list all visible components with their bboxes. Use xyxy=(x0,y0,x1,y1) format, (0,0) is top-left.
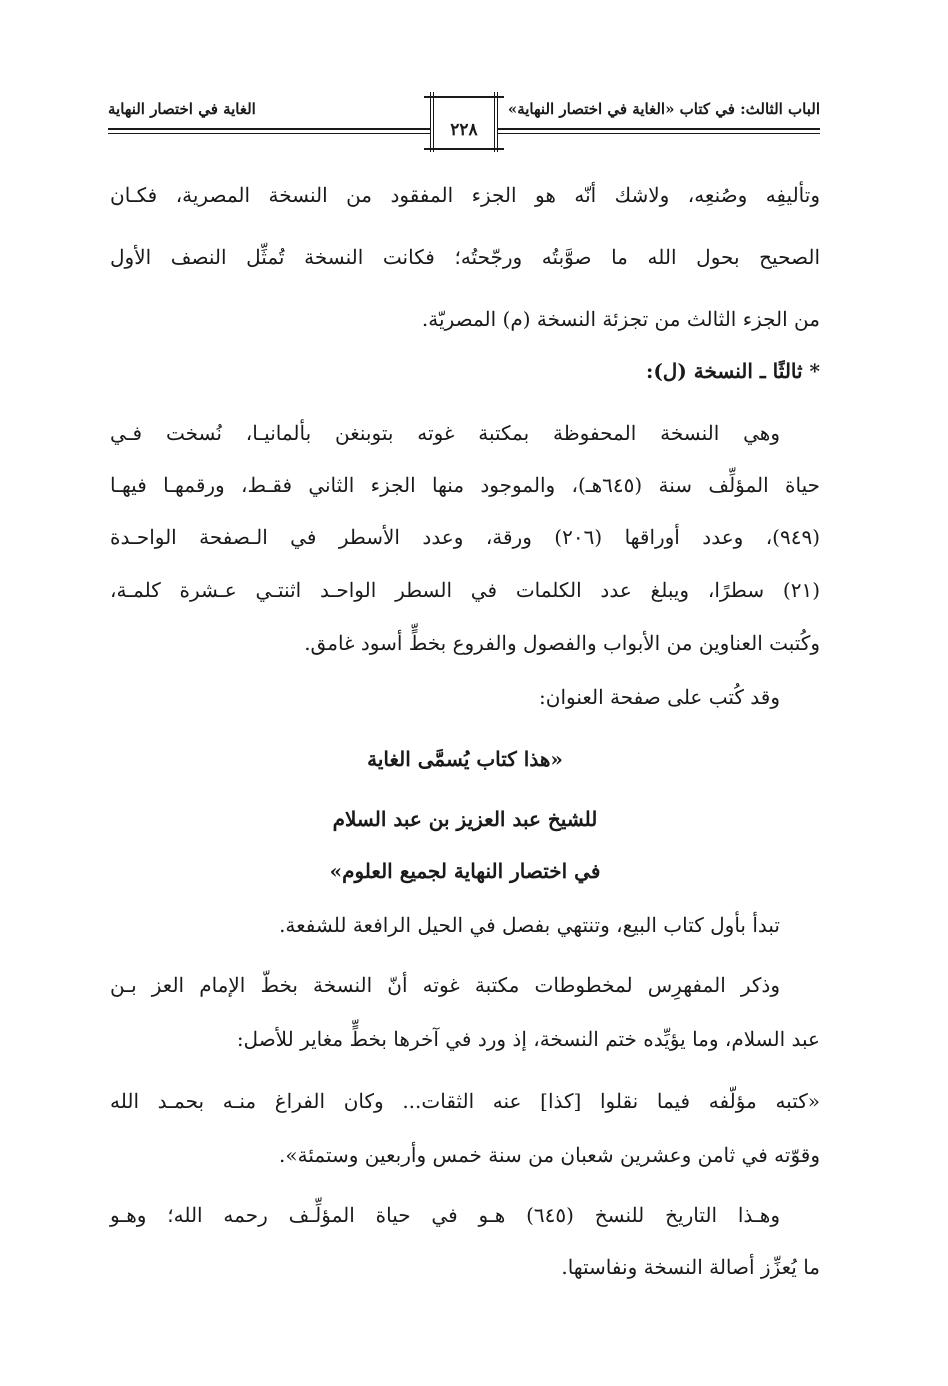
paragraph-line: (٢١) سطرًا، ويبلغ عدد الكلمات في السطر الواحـد اثنتـي عـشرة كلمـة، xyxy=(110,578,820,602)
paragraph-line: وتأليفِه وصُنعِه، ولاشك أنّه هو الجزء المفقود من النسخة المصرية، فكـان xyxy=(110,183,820,207)
title-quote-line: في اختصار النهاية لجميع العلوم» xyxy=(329,859,601,883)
section-heading: * ثالثًا ـ النسخة (ل): xyxy=(645,359,820,383)
running-header xyxy=(108,92,820,156)
paragraph-line: (٩٤٩)، وعدد أوراقها (٢٠٦) ورقة، وعدد الأسطر في الـصفحة الواحـدة xyxy=(110,525,821,549)
paragraph-line: وقد كُتب على صفحة العنوان: xyxy=(539,685,780,709)
paragraph-line: ما يُعزِّز أصالة النسخة ونفاستها. xyxy=(561,1255,820,1279)
page-number: ٢٢٨ xyxy=(450,120,478,140)
paragraph-line: عبد السلام، وما يؤيِّده ختم النسخة، إذ ورد في آخرها بخطٍّ مغاير للأصل: xyxy=(236,1027,820,1051)
title-quote-line: للشيخ عبد العزيز بن عبد السلام xyxy=(332,807,598,831)
paragraph-line: وهـذا التاريخ للنسخ (٦٤٥) هـو في حياة المؤلِّـف رحمه الله؛ وهـو xyxy=(110,1203,780,1227)
page-box-bottom-rule xyxy=(424,148,504,150)
paragraph-line: تبدأ بأول كتاب البيع، وتنتهي بفصل في الحيل الرافعة للشفعة. xyxy=(279,913,780,937)
chapter-title: الباب الثالث: في كتاب «الغاية في اختصار النهاية» xyxy=(507,100,820,118)
paragraph-line: وهي النسخة المحفوظة بمكتبة غوته بتوبنغن بألمانيـا، نُسخت فـي xyxy=(110,421,780,445)
paragraph-line: «كتبه مؤلّفه فيما نقلوا [كذا] عنه الثقات... وكان الفراغ منـه بحمـد الله xyxy=(110,1089,820,1113)
paragraph-line: وقوّته في ثامن وعشرين شعبان من سنة خمس وأربعين وستمئة». xyxy=(279,1143,820,1167)
title-quote-line: «هذا كتاب يُسمَّى الغاية xyxy=(367,747,563,771)
paragraph-line: وذكر المفهرِس لمخطوطات مكتبة غوته أنّ النسخة بخطّ الإمام العز بـن xyxy=(110,973,780,997)
paragraph-line: حياة المؤلِّف سنة (٦٤٥هـ)، والموجود منها الجزء الثاني فقـط، ورقمهـا فيهـا xyxy=(110,473,821,497)
page-box-top-rule xyxy=(424,96,504,98)
page-number-box xyxy=(430,92,498,152)
paragraph-line: وكُتبت العناوين من الأبواب والفصول والفروع بخطٍّ أسود غامق. xyxy=(304,631,820,655)
paragraph-line: الصحيح بحول الله ما صوَّبتُه ورجّحتُه؛ فكانت النسخة تُمثِّل النصف الأول xyxy=(110,245,820,269)
paragraph-line: من الجزء الثالث من تجزئة النسخة (م) المصريّة. xyxy=(421,307,820,331)
book-title: الغاية في اختصار النهاية xyxy=(108,100,256,118)
